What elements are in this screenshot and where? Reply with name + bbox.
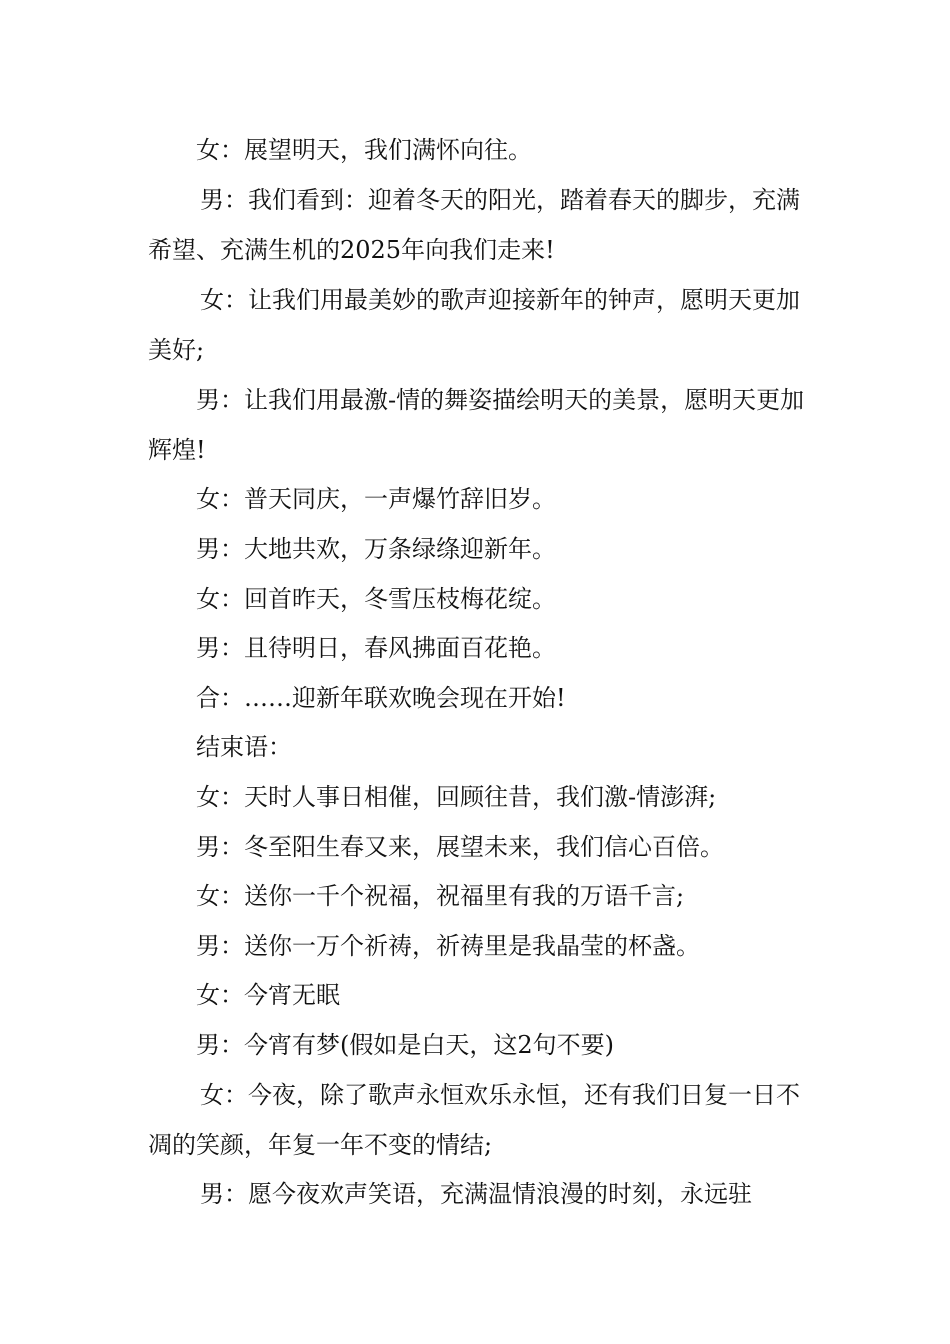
- paragraph-4: 男：让我们用最激-情的舞姿描绘明天的美景，愿明天更加辉煌!: [148, 386, 805, 464]
- paragraph-2: 男：我们看到：迎着冬天的阳光，踏着春天的脚步，充满希望、充满生机的2025年向我们走来!: [148, 186, 800, 264]
- paragraph-7: 女：回首昨天，冬雪压枝梅花绽。: [196, 585, 556, 613]
- paragraph-17: 女：今夜，除了歌声永恒欢乐永恒，还有我们日复一日不凋的笑颜，年复一年不变的情结;: [148, 1081, 800, 1159]
- paragraph-1: 女：展望明天，我们满怀向往。: [196, 136, 532, 164]
- paragraph-5: 女：普天同庆，一声爆竹辞旧岁。: [196, 485, 556, 513]
- paragraph-8: 男：且待明日，春风拂面百花艳。: [196, 634, 556, 662]
- paragraph-12: 男：冬至阳生春又来，展望未来，我们信心百倍。: [196, 833, 724, 861]
- paragraph-11: 女：天时人事日相催，回顾往昔，我们激-情澎湃;: [196, 783, 717, 811]
- paragraph-9: 合：……迎新年联欢晚会现在开始!: [196, 684, 566, 712]
- paragraph-14: 男：送你一万个祈祷，祈祷里是我晶莹的杯盏。: [196, 932, 700, 960]
- paragraph-16: 男：今宵有梦(假如是白天，这2句不要): [196, 1031, 614, 1059]
- paragraph-6: 男：大地共欢，万条绿绦迎新年。: [196, 535, 556, 563]
- paragraph-15: 女：今宵无眠: [196, 981, 340, 1009]
- closing-heading: 结束语：: [196, 733, 292, 761]
- paragraph-18: 男：愿今夜欢声笑语，充满温情浪漫的时刻，永远驻: [200, 1180, 752, 1208]
- paragraph-13: 女：送你一千个祝福，祝福里有我的万语千言;: [196, 882, 685, 910]
- paragraph-3: 女：让我们用最美妙的歌声迎接新年的钟声，愿明天更加美好;: [148, 286, 800, 364]
